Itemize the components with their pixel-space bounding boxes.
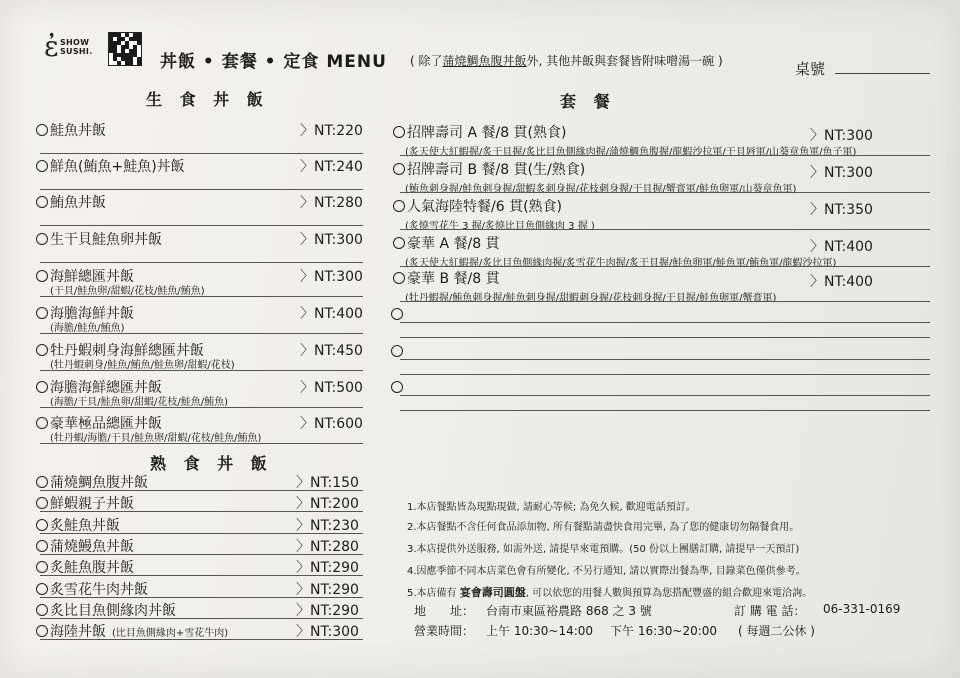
- set-description: (牡丹蝦握/鮪魚刺身握/鮭魚刺身握/甜蝦刺身握/花枝刺身握/干貝握/鮭魚卵軍/蟹膏軍): [405, 293, 777, 304]
- separator-line: [40, 262, 363, 263]
- item-price: 〉NT:280: [296, 539, 359, 555]
- menu-item[interactable]: [36, 156, 185, 176]
- set-name: 人氣海陸特餐/6 貫(熟食): [407, 199, 562, 215]
- checkbox-circle-icon[interactable]: [393, 237, 405, 249]
- hours-label: 營業時間：: [414, 624, 475, 638]
- item-name: 生干貝鮭魚卵丼飯: [50, 232, 162, 248]
- item-price: 〉NT:150: [296, 475, 359, 491]
- note-underlined: 蒲燒鯛魚腹丼飯: [442, 54, 527, 68]
- checkbox-circle-icon[interactable]: [393, 200, 405, 212]
- checkbox-circle-icon[interactable]: [36, 270, 48, 282]
- checkbox-circle-icon[interactable]: [36, 625, 48, 637]
- item-price: 〉NT:230: [296, 518, 359, 534]
- menu-item[interactable]: [36, 600, 176, 620]
- separator-line: [40, 296, 363, 297]
- item-name: 炙比目魚側緣肉丼飯: [50, 603, 176, 619]
- checkbox-circle-icon[interactable]: [36, 124, 48, 136]
- checkbox-circle-icon[interactable]: [36, 233, 48, 245]
- menu-item[interactable]: [36, 472, 148, 492]
- notice5-suffix: , 可以依您的用餐人數與預算為您搭配豐盛的組合歡迎來電洽詢。: [525, 588, 813, 599]
- blank-line[interactable]: [400, 322, 930, 323]
- table-number-label: 桌號: [795, 60, 826, 78]
- set-description: (炙天使大紅蝦握/炙干貝握/炙比目魚側緣肉握/蒲燒鯛魚腹握/龍蝦沙拉軍/干貝唇軍/山葵章魚軍/魚子軍): [405, 147, 857, 158]
- set-name: 豪華 B 餐/8 貫: [407, 271, 500, 287]
- separator-line: [400, 266, 930, 267]
- brand-mark-icon: ἐ: [44, 30, 60, 63]
- checkbox-circle-icon[interactable]: [391, 381, 403, 393]
- separator-line: [40, 370, 363, 371]
- section-raw-bowls: 生 食 丼 飯: [146, 90, 269, 109]
- set-price: 〉NT:300: [810, 128, 873, 144]
- notice5-prefix: 5.本店備有: [407, 588, 457, 599]
- set-name: 招牌壽司 A 餐/8 貫(熟食): [407, 125, 567, 141]
- item-name: 蒲燒鯛魚腹丼飯: [50, 475, 148, 491]
- checkbox-circle-icon[interactable]: [36, 196, 48, 208]
- item-name: 蒲燒鰻魚丼飯: [50, 539, 134, 555]
- separator-line: [400, 301, 930, 302]
- item-price: 〉NT:240: [300, 159, 363, 175]
- checkbox-circle-icon[interactable]: [36, 561, 48, 573]
- item-price: 〉NT:290: [296, 603, 359, 619]
- hours-pm: 下午 16:30~20:00: [610, 624, 718, 638]
- note-prefix: ( 除了: [410, 54, 443, 68]
- checkbox-circle-icon[interactable]: [36, 160, 48, 172]
- menu-item[interactable]: [36, 120, 106, 140]
- notice-item: 4.因應季節不同本店菜色會有所變化, 不另行通知, 請以實際出餐為準, 目錄菜色僅供參考。: [407, 566, 806, 577]
- item-price: 〉NT:500: [300, 380, 363, 396]
- separator-line: [40, 597, 363, 598]
- set-item[interactable]: [393, 233, 500, 253]
- closed-day: ( 每週二公休 ): [738, 624, 815, 638]
- item-description: (海膽/鮭魚/鮪魚): [50, 323, 125, 334]
- item-price: 〉NT:400: [300, 306, 363, 322]
- hours-am: 上午 10:30~14:00: [486, 624, 594, 638]
- item-name: 鮮蝦親子丼飯: [50, 496, 134, 512]
- checkbox-circle-icon[interactable]: [36, 381, 48, 393]
- item-description: (牡丹蝦/海膽/干貝/鮭魚卵/甜蝦/花枝/鮭魚/鮪魚): [50, 433, 262, 444]
- set-name: 招牌壽司 B 餐/8 貫(生/熟食): [407, 162, 586, 178]
- set-item[interactable]: [393, 196, 562, 216]
- phone-label: 訂 購 電 話：: [734, 604, 806, 618]
- set-item[interactable]: [393, 122, 566, 142]
- separator-line: [40, 490, 363, 491]
- checkbox-circle-icon[interactable]: [36, 583, 48, 595]
- checkbox-circle-icon[interactable]: [393, 163, 405, 175]
- notice5-bold: 宴會壽司圓盤: [459, 586, 526, 599]
- set-description: (炙天使大紅蝦握/炙比目魚側緣肉握/炙雪花牛肉握/炙干貝握/鮭魚卵軍/鮭魚軍/鮪魚軍/龍蝦沙拉軍): [405, 258, 837, 269]
- item-price: 〉NT:290: [296, 582, 359, 598]
- item-name: 鮮魚(鮪魚+鮭魚)丼飯: [50, 159, 185, 175]
- item-note: (比目魚側緣肉+雪花牛肉): [112, 628, 229, 639]
- item-price: 〉NT:600: [300, 416, 363, 432]
- checkbox-circle-icon[interactable]: [36, 307, 48, 319]
- separator-line: [40, 153, 363, 154]
- set-price: 〉NT:350: [810, 202, 873, 218]
- set-item[interactable]: [393, 159, 585, 179]
- item-price: 〉NT:220: [300, 123, 363, 139]
- notice-item: [407, 584, 812, 600]
- item-price: 〉NT:290: [296, 560, 359, 576]
- separator-line: [40, 225, 363, 226]
- separator-line: [40, 639, 363, 640]
- set-item[interactable]: [393, 268, 500, 288]
- set-name: 豪華 A 餐/8 貫: [407, 236, 500, 252]
- separator-line: [40, 443, 363, 444]
- checkbox-circle-icon[interactable]: [391, 308, 403, 320]
- item-name: 海膽海鮮丼飯: [50, 306, 134, 322]
- item-name: 牡丹蝦刺身海鮮總匯丼飯: [50, 343, 204, 359]
- item-price: 〉NT:300: [300, 232, 363, 248]
- item-name: 鮭魚丼飯: [50, 123, 106, 139]
- separator-line: [400, 192, 930, 193]
- section-sets: 套 餐: [560, 92, 616, 111]
- address: 台南市東區裕農路 868 之 3 號: [486, 604, 652, 618]
- set-description: (鮪魚刺身握/鮭魚刺身握/甜蝦炙刺身握/花枝刺身握/干貝握/蟹膏軍/鮭魚卵軍/山葵章魚軍): [405, 184, 797, 195]
- header-note: [410, 52, 723, 69]
- separator-line: [40, 618, 363, 619]
- separator-line: [40, 554, 363, 555]
- separator-line: [40, 511, 363, 512]
- item-name: 海陸丼飯: [50, 624, 106, 640]
- separator-line: [40, 189, 363, 190]
- brand-logo-text: SHOW SUSHI.: [60, 38, 93, 56]
- item-name: 鮪魚丼飯: [50, 195, 106, 211]
- address-label: 地 址：: [414, 604, 475, 618]
- set-description: (炙燒雪花牛 3 握/炙燒比目魚側緣肉 3 握 ): [405, 221, 595, 232]
- item-price: 〉NT:280: [300, 195, 363, 211]
- notice-item: 3.本店提供外送服務, 如需外送, 請提早來電預購。(50 份以上團膳訂購, 請提早一天預訂): [407, 544, 800, 555]
- item-name: 炙鮭魚丼飯: [50, 518, 120, 534]
- checkbox-circle-icon[interactable]: [36, 417, 48, 429]
- set-price: 〉NT:400: [810, 239, 873, 255]
- item-name: 炙鮭魚腹丼飯: [50, 560, 134, 576]
- separator-line: [400, 155, 930, 156]
- menu-item[interactable]: [36, 536, 134, 556]
- menu-title: 丼飯 • 套餐 • 定食 MENU: [160, 52, 387, 72]
- checkbox-circle-icon[interactable]: [393, 126, 405, 138]
- item-name: 豪華極品總匯丼飯: [50, 416, 162, 432]
- checkbox-circle-icon[interactable]: [36, 604, 48, 616]
- separator-line: [40, 575, 363, 576]
- checkbox-circle-icon[interactable]: [36, 497, 48, 509]
- checkbox-circle-icon[interactable]: [36, 476, 48, 488]
- item-name: 海鮮總匯丼飯: [50, 269, 134, 285]
- notice-item: 1.本店餐點皆為現點現做, 請耐心等候; 為免久候, 歡迎電話預訂。: [407, 502, 696, 513]
- section-cooked-bowls: 熟 食 丼 飯: [150, 454, 273, 473]
- item-price: 〉NT:450: [300, 343, 363, 359]
- item-price: 〉NT:300: [300, 269, 363, 285]
- menu-item[interactable]: [36, 557, 134, 577]
- note-suffix: 外, 其他丼飯與套餐皆附味噌湯一碗 ): [526, 54, 723, 68]
- item-name: 海膽海鮮總匯丼飯: [50, 380, 162, 396]
- blank-line[interactable]: [400, 337, 930, 338]
- item-price: 〉NT:300: [296, 624, 359, 640]
- menu-item[interactable]: [36, 493, 134, 513]
- brand-logo: [44, 30, 93, 66]
- menu-item[interactable]: [36, 515, 120, 535]
- notice-item: 2.本店餐點不含任何食品添加物, 所有餐點請盡快食用完畢, 為了您的健康切勿隔餐食用。: [407, 522, 800, 533]
- table-number-field[interactable]: [835, 73, 930, 74]
- checkbox-circle-icon[interactable]: [393, 272, 405, 284]
- menu-item[interactable]: [36, 579, 148, 599]
- item-description: (海膽/干貝/鮭魚卵/甜蝦/花枝/鮭魚/鮪魚): [50, 397, 229, 408]
- checkbox-circle-icon[interactable]: [391, 345, 403, 357]
- qr-code-icon: [108, 32, 142, 66]
- phone-number: 06-331-0169: [823, 602, 901, 616]
- checkbox-circle-icon[interactable]: [36, 540, 48, 552]
- separator-line: [40, 533, 363, 534]
- separator-line: [40, 333, 363, 334]
- set-price: 〉NT:300: [810, 165, 873, 181]
- checkbox-circle-icon[interactable]: [36, 519, 48, 531]
- menu-item[interactable]: [36, 192, 106, 212]
- item-name: 炙雪花牛肉丼飯: [50, 582, 148, 598]
- checkbox-circle-icon[interactable]: [36, 344, 48, 356]
- blank-line[interactable]: [400, 374, 930, 375]
- blank-line[interactable]: [400, 395, 930, 396]
- blank-line[interactable]: [400, 410, 930, 411]
- blank-line[interactable]: [400, 359, 930, 360]
- item-description: (干貝/鮭魚卵/甜蝦/花枝/鮭魚/鮪魚): [50, 286, 205, 297]
- menu-item[interactable]: [36, 229, 162, 249]
- set-price: 〉NT:400: [810, 274, 873, 290]
- separator-line: [40, 407, 363, 408]
- menu-item[interactable]: [36, 621, 228, 641]
- item-price: 〉NT:200: [296, 496, 359, 512]
- item-description: (牡丹蝦刺身/鮭魚/鮪魚/鮭魚卵/甜蝦/花枝): [50, 360, 235, 371]
- separator-line: [400, 229, 930, 230]
